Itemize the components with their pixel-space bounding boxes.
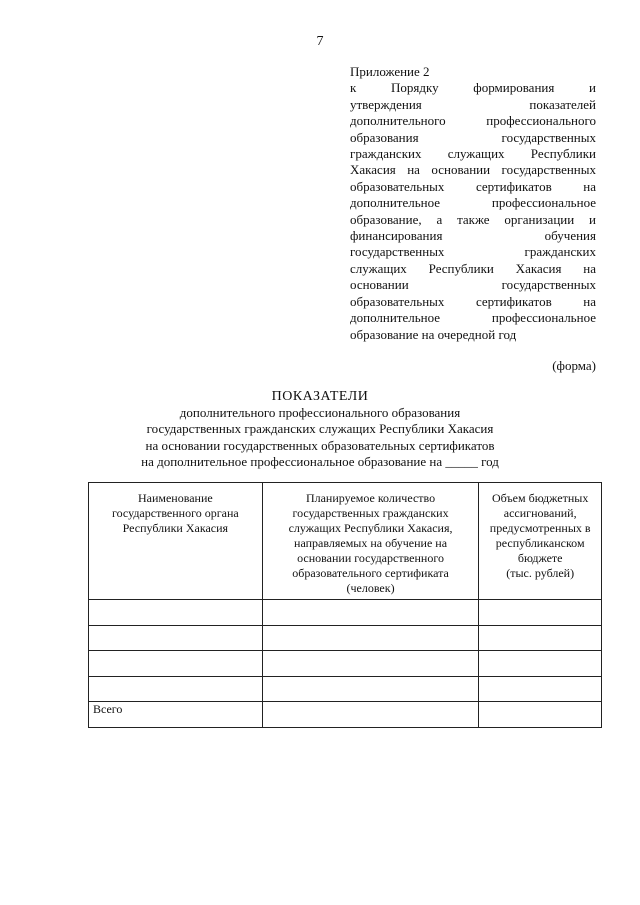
table-cell <box>262 651 479 677</box>
header-line: служащих Республики Хакасия, <box>288 521 453 535</box>
appendix-line: Приложение 2 <box>350 64 430 79</box>
header-line: Планируемое количество <box>305 491 436 505</box>
appendix-line: финансирования обучения <box>350 228 596 244</box>
header-budget-amount <box>479 483 602 600</box>
header-line: основании государственного <box>297 551 444 565</box>
table-cell <box>89 676 263 702</box>
table-cell <box>89 625 263 651</box>
header-line: государственных гражданских <box>292 506 449 520</box>
table-header-row <box>89 483 602 600</box>
table-row <box>89 625 602 651</box>
table-row <box>89 600 602 626</box>
appendix-line: Хакасия на основании государственных <box>350 162 596 178</box>
table-cell <box>262 676 479 702</box>
page-number: 7 <box>316 34 324 49</box>
appendix-line: государственных гражданских <box>350 244 596 260</box>
table-cell <box>479 625 602 651</box>
header-line: Республики Хакасия <box>122 521 229 535</box>
appendix-line: образовательных сертификатов на <box>350 178 596 194</box>
document-title <box>0 389 640 470</box>
header-agency-name <box>89 483 263 600</box>
appendix-line: гражданских служащих Республики <box>350 146 596 162</box>
header-line: бюджете <box>517 551 563 565</box>
total-row <box>89 702 602 728</box>
appendix-line: дополнительное профессиональное <box>350 310 596 326</box>
header-line: республиканском <box>495 536 585 550</box>
table-cell <box>479 676 602 702</box>
title-line: на основании государственных образовательных сертификатов <box>145 437 495 453</box>
table-cell <box>479 600 602 626</box>
title-line: государственных гражданских служащих Республики Хакасия <box>146 421 494 437</box>
appendix-line: утверждения показателей <box>350 96 596 112</box>
title-main: ПОКАЗАТЕЛИ <box>271 389 369 404</box>
header-line: Наименование <box>137 491 213 505</box>
header-planned-count <box>262 483 479 600</box>
table-body <box>89 600 602 728</box>
header-line: образовательного сертификата <box>292 566 449 580</box>
appendix-line: к Порядку формирования и <box>350 80 596 96</box>
title-line: на дополнительное профессиональное образование на _____ год <box>141 453 499 469</box>
table-cell <box>89 600 263 626</box>
header-line: направляемых на обучение на <box>294 536 448 550</box>
header-line: Объем бюджетных <box>492 491 589 505</box>
appendix-line: дополнительное профессиональное <box>350 195 596 211</box>
form-mark: (форма) <box>552 358 596 373</box>
table-cell <box>479 702 602 728</box>
table-cell: Всего <box>89 702 263 728</box>
appendix-line: образование, а также организации и <box>350 211 596 227</box>
table-cell <box>89 651 263 677</box>
appendix-line: основании государственных <box>350 277 596 293</box>
table-cell <box>262 600 479 626</box>
header-line: предусмотренных в <box>489 521 591 535</box>
table-cell <box>479 651 602 677</box>
header-line: государственного органа <box>111 506 239 520</box>
appendix-line: образования государственных <box>350 129 596 145</box>
indicators-table <box>88 482 602 728</box>
table-cell <box>262 625 479 651</box>
appendix-line: образование на очередной год <box>350 326 517 342</box>
header-line: (тыс. рублей) <box>506 566 575 580</box>
title-line: дополнительного профессионального образования <box>179 405 461 421</box>
header-line: ассигнований, <box>503 506 577 520</box>
appendix-line: образовательных сертификатов на <box>350 293 596 309</box>
appendix-line: дополнительного профессионального <box>350 113 596 129</box>
table-row <box>89 676 602 702</box>
table-cell <box>262 702 479 728</box>
appendix-block <box>350 64 596 343</box>
header-line: (человек) <box>346 581 395 595</box>
appendix-line: служащих Республики Хакасия на <box>350 260 596 276</box>
table-row <box>89 651 602 677</box>
